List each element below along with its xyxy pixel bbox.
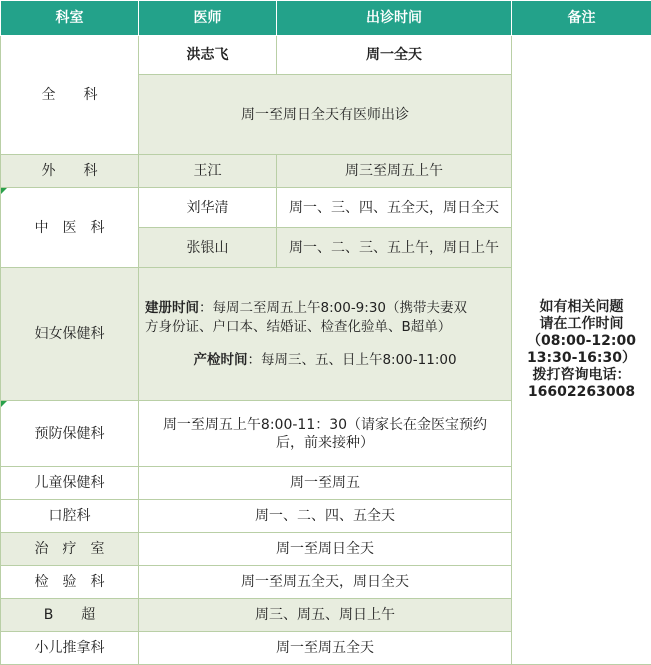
header-doctor: 医师	[139, 1, 277, 36]
header-time: 出诊时间	[277, 1, 512, 36]
time-cell: 周一至周日全天有医师出诊	[139, 75, 512, 155]
doctor-cell: 张银山	[139, 228, 277, 268]
dept-yufang: 预防保健科	[1, 401, 139, 467]
doctor-cell: 洪志飞	[139, 36, 277, 75]
header-row	[1, 1, 651, 36]
build-label: 建册时间	[145, 299, 199, 316]
note-line: 如有相关问题	[539, 299, 624, 315]
doctor-cell: 王江	[139, 155, 277, 188]
header-dept: 科室	[1, 1, 139, 36]
note-line: 请在工作时间	[539, 316, 624, 332]
time-cell	[139, 268, 512, 401]
build-text: ：每周二至周五上午8:00-9:30（携带夫妻双	[199, 299, 468, 316]
dept-fuyou: 妇女保健科	[1, 268, 139, 401]
check-text: ：每周三、五、日上午8:00-11:00	[247, 351, 457, 368]
time-cell	[139, 401, 512, 467]
dept-zhongyi: 中 医 科	[1, 188, 139, 268]
doctor-cell: 刘华清	[139, 188, 277, 228]
note-cell	[512, 36, 651, 665]
check-label: 产检时间	[193, 351, 248, 368]
dept-waike: 外 科	[1, 155, 139, 188]
time-cell: 周一至周五	[139, 467, 512, 500]
time-cell: 周三至周五上午	[277, 155, 512, 188]
time-cell: 周三、周五、周日上午	[139, 599, 512, 632]
time-cell: 周一至周五全天，周日全天	[139, 566, 512, 599]
time-cell: 周一、三、四、五全天，周日全天	[277, 188, 512, 228]
time-cell: 周一至周日全天	[139, 533, 512, 566]
table-row	[1, 36, 651, 75]
header-note: 备注	[512, 1, 651, 36]
time-line: 后，前来接种）	[276, 434, 374, 451]
dept-cell: 治 疗 室	[1, 533, 139, 566]
contact-phone: 16602263008	[527, 384, 636, 400]
note-line: 拨打咨询电话：	[532, 367, 631, 383]
time-cell: 周一、二、四、五全天	[139, 500, 512, 533]
dept-cell: B 超	[1, 599, 139, 632]
dept-cell: 小儿推拿科	[1, 632, 139, 665]
dept-cell: 儿童保健科	[1, 467, 139, 500]
note-line: 13:30-16:30）	[527, 350, 636, 366]
time-cell: 周一至周五全天	[139, 632, 512, 665]
dept-cell: 口腔科	[1, 500, 139, 533]
dept-cell: 检 验 科	[1, 566, 139, 599]
note-line: （08:00-12:00	[527, 333, 636, 349]
time-line: 周一至周五上午8:00-11：30（请家长在金医宝预约	[162, 416, 488, 433]
time-cell: 周一全天	[277, 36, 512, 75]
time-cell: 周一、二、三、五上午，周日上午	[277, 228, 512, 268]
dept-quanke: 全 科	[1, 36, 139, 155]
build-text-2: 方身份证、户口本、结婚证、检查化验单、B超单）	[145, 318, 452, 335]
